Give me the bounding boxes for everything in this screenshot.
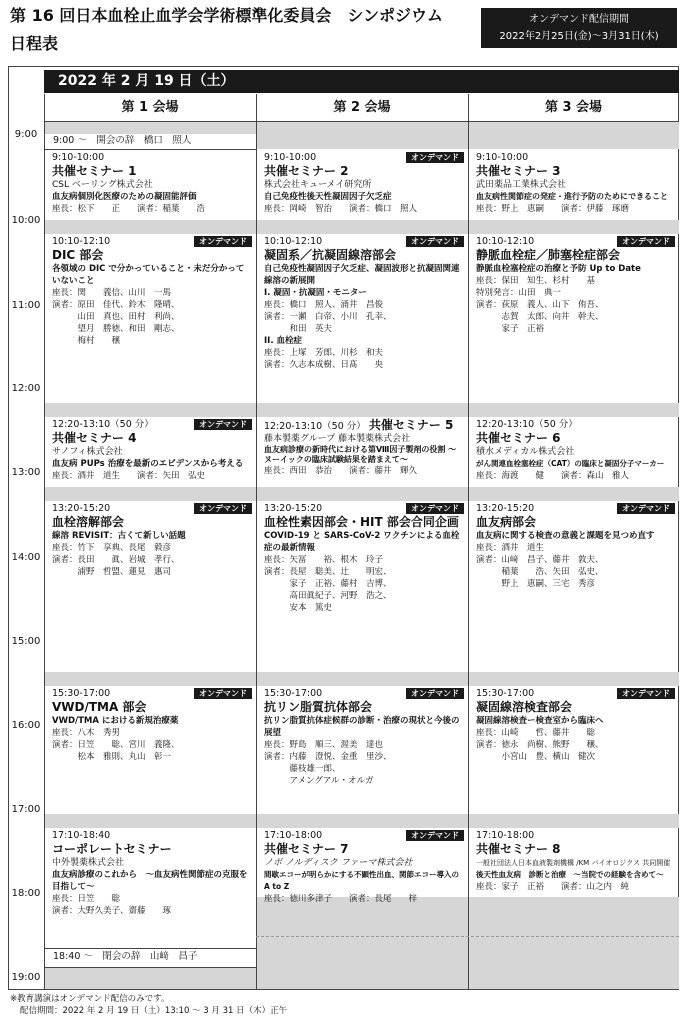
session-time: 10:10-12:10 (476, 236, 535, 247)
session-subtitle: 自己免疫性後天性凝固因子欠乏症 (264, 192, 392, 202)
ondemand-badge: オンデマンド (406, 236, 464, 247)
time-label: 14:00 (11, 552, 41, 563)
session-cell[interactable] (45, 501, 256, 672)
session-title: 共催セミナー 8 (476, 842, 561, 856)
session-title: 共催セミナー 3 (476, 164, 561, 178)
session-cell[interactable] (469, 234, 679, 403)
session-time: 17:10-18:00 (264, 830, 323, 841)
session-time: 13:20-15:20 (52, 503, 111, 514)
venue-1-header: 第 1 会場 (121, 100, 179, 115)
ondemand-badge: オンデマンド (617, 503, 675, 514)
session-title: 共催セミナー 2 (264, 164, 349, 178)
session-roles: 座長：八木 秀男 演者：日笠 聡、宮川 義隆、 松本 雅則、丸山 彰一 (52, 728, 180, 762)
ondemand-period: 2022年2月25日(金)〜3月31日(木) (499, 31, 659, 42)
session-time: 15:30-17:00 (52, 688, 111, 699)
session-roles: 座長：橋口 照人、涌井 昌俊 演者：一瀬 白帝、小川 孔幸、 和田 英夫 (264, 300, 392, 334)
session-time: 13:20-15:20 (476, 503, 535, 514)
session-title: VWD/TMA 部会 (52, 700, 147, 714)
session-cell[interactable] (45, 150, 256, 220)
time-label: 16:00 (11, 720, 41, 731)
session-company: 中外製薬株式会社 (52, 858, 125, 868)
session-company: 藤本製薬グループ 藤本製薬株式会社 (264, 434, 411, 444)
time-label: 19:00 (11, 972, 41, 983)
venue-3-header: 第 3 会場 (544, 100, 603, 115)
ondemand-badge: オンデマンド (194, 419, 252, 430)
session-subtitle: がん関連血栓塞栓症（CAT）の臨床と凝固分子マーカー (476, 459, 665, 468)
row-divider (44, 967, 256, 968)
session-cell[interactable] (469, 828, 679, 897)
ondemand-badge: オンデマンド (617, 236, 675, 247)
gap-row (44, 814, 679, 828)
session-roles: 座長：上塚 芳郎、川杉 和夫 演者：久志本成樹、日髙 央 (264, 348, 384, 370)
session-time: 13:20-15:20 (264, 503, 323, 514)
session-cell[interactable] (469, 686, 679, 814)
time-label: 18:00 (11, 888, 41, 899)
gap-row (44, 968, 256, 989)
session-part-heading: I. 凝固・抗凝固・モニター (264, 288, 367, 298)
time-label: 10:00 (11, 215, 41, 226)
time-label: 9:00 (14, 129, 38, 140)
venue-2-header: 第 2 会場 (333, 100, 391, 115)
date-bar: 2022 年 2 月 19 日（土） (44, 70, 679, 93)
ondemand-badge: オンデマンド (617, 688, 675, 699)
session-title: DIC 部会 (52, 248, 104, 262)
session-subtitle: 各領域の DIC で分かっていること・未だ分かっていないこと (52, 264, 245, 286)
session-title: 共催セミナー 5 (368, 418, 454, 432)
time-label: 12:00 (11, 383, 41, 394)
session-cell[interactable] (45, 234, 256, 403)
session-cell[interactable] (257, 417, 468, 487)
dashed-divider (256, 936, 679, 937)
session-subtitle: 後天性血友病 診断と治療 〜当院での経験を含めて〜 (476, 870, 664, 879)
session-title: 凝固線溶検査部会 (476, 700, 573, 714)
ondemand-badge: オンデマンド (406, 830, 464, 841)
session-roles: 座長：酒井 道生 演者：矢田 弘史 (52, 471, 206, 481)
session-subtitle: 線溶 REVISIT：古くて新しい話題 (52, 531, 186, 541)
session-company: 武田薬品工業株式会社 (476, 180, 567, 190)
session-title: コーポレートセミナー (52, 842, 172, 856)
session-time: 9:10-10:00 (476, 152, 529, 163)
session-time: 10:10-12:10 (52, 236, 111, 247)
ondemand-badge: オンデマンド (406, 152, 464, 163)
session-title: 共催セミナー 1 (52, 164, 137, 178)
gap-row (44, 487, 679, 501)
session-time-text: 12:20-13:10（50 分） (264, 421, 366, 432)
footer-note: ※教育講演はオンデマンド配信のみです。 (10, 994, 170, 1004)
gap-row (44, 122, 679, 134)
session-time: 12:20-13:10（50 分） (52, 419, 154, 430)
session-roles: 座長：日笠 聡 演者：大野久美子、齋藤 琢 (52, 894, 172, 916)
time-label: 13:00 (11, 467, 41, 478)
session-title: 共催セミナー 7 (264, 842, 349, 856)
footer-period: 配信期間：2022 年 2 月 19 日（土）13:10 〜 3 月 31 日（木）正午 (20, 1006, 288, 1016)
gap-row (44, 403, 679, 417)
session-cell[interactable] (257, 234, 468, 403)
session-company: 株式会社キューメイ研究所 (264, 180, 372, 190)
ondemand-period-box (481, 8, 677, 48)
session-time (264, 419, 464, 433)
session-title: 共催セミナー 6 (476, 431, 561, 445)
session-subtitle: 血友病性関節症の発症・進行予防のためにできること (476, 192, 668, 201)
session-time: 12:20-13:10（50 分） (476, 419, 578, 430)
session-subtitle: 抗リン脂質抗体症候群の診断・治療の現状と今後の展望 (264, 716, 460, 738)
page-title: 第 16 回日本血栓止血学会学術標準化委員会 シンポジウム (10, 6, 443, 25)
session-title: 血栓溶解部会 (52, 515, 125, 529)
gap-row (44, 220, 679, 234)
session-time: 9:10-10:00 (52, 152, 105, 163)
session-time: 15:30-17:00 (264, 688, 323, 699)
session-roles: 座長：徳川多津子 演者：長尾 梓 (264, 894, 418, 904)
ondemand-badge: オンデマンド (194, 688, 252, 699)
session-roles: 座長：酒井 道生 演者：山﨑 昌子、藤井 敦夫、 稲葉 浩、矢田 弘史、 野上 恵嗣、三宅 秀彦 (476, 543, 604, 589)
session-subtitle: 血友病個別化医療のための凝固能評価 (52, 192, 197, 202)
session-subtitle: 自己免疫性凝固因子欠乏症、凝固波形と抗凝固関連線溶の新展開 (264, 264, 460, 286)
session-roles: 座長：保田 知生、杉村 基 特別発言：山田 典一 演者：荻原 義人、山下 侑吾、 志賀 太郎、向井 幹夫、 家子 正裕 (476, 276, 604, 334)
session-subtitle: 間歇エコーが明らかにする不顕性出血、関節エコー導入の A to Z (264, 870, 459, 891)
session-time: 10:10-12:10 (264, 236, 323, 247)
session-company: サノフィ株式会社 (52, 447, 123, 457)
session-cell[interactable] (469, 150, 679, 220)
ondemand-label: オンデマンド配信期間 (529, 14, 629, 25)
session-roles: 座長：岡崎 智治 演者：橋口 照人 (264, 204, 418, 214)
session-cell[interactable] (469, 417, 679, 487)
session-roles: 座長：野島 順三、渥美 達也 演者：内藤 澄悦、金重 里沙、 藤枝雄一郎、 アメングアル・オルガ (264, 740, 392, 786)
session-time: 9:10-10:00 (264, 152, 317, 163)
ondemand-badge: オンデマンド (406, 503, 464, 514)
session-subtitle: 血友病 PUPs 治療を最新のエビデンスから考える (52, 459, 244, 469)
session-cell[interactable] (45, 686, 256, 814)
session-part-heading: II. 血栓症 (264, 336, 303, 346)
session-subtitle: 血友病診療の新時代における第Ⅷ因子製剤の役割 〜ヌーイックの臨床試験結果を踏まえて〜 (264, 445, 457, 464)
session-roles: 座長：関 義信、山川 一馬 演者：原田 佳代、鈴木 隆晴、 山田 真也、田村 利尚、 望月 勝徳、和田 剛志、 梅村 穣 (52, 288, 180, 346)
session-subtitle: 凝固線溶検査ー検査室から臨床へ (476, 716, 604, 726)
session-company: ノボ ノルディスク ファーマ株式会社 (264, 858, 413, 868)
gap-row (44, 672, 679, 686)
time-label: 11:00 (11, 300, 41, 311)
session-company: 積水メディカル株式会社 (476, 447, 575, 457)
ondemand-badge: オンデマンド (194, 503, 252, 514)
page-subtitle: 日程表 (10, 34, 59, 53)
session-cell[interactable] (45, 417, 256, 487)
session-time: 17:10-18:00 (476, 830, 535, 841)
session-cell[interactable] (469, 501, 679, 672)
session-roles: 座長：矢冨 裕、根木 玲子 演者：長屋 聡美、辻 明宏、 家子 正裕、藤村 吉博、 高田眞紀子、河野 浩之、 安本 篤史 (264, 555, 392, 613)
session-roles: 座長：野上 恵嗣 演者：伊藤 琢磨 (476, 204, 630, 214)
session-title: 凝固系／抗凝固線溶部会 (264, 248, 397, 262)
session-cell[interactable] (257, 828, 468, 904)
session-cell[interactable] (257, 501, 468, 672)
session-subtitle: 血友病に関する検査の意義と課題を見つめ直す (476, 531, 655, 541)
session-time: 15:30-17:00 (476, 688, 535, 699)
session-title: 抗リン脂質抗体部会 (264, 700, 373, 714)
session-roles: 座長：松下 正 演者：稲葉 浩 (52, 204, 206, 214)
session-subtitle: 静脈血栓塞栓症の治療と予防 Up to Date (476, 264, 641, 274)
session-company: 一般社団法人日本血液製剤機構 /KM バイオロジクス 共同開催 (476, 859, 671, 867)
opening-remarks: 9:00 〜 開会の辞 橋口 照人 (53, 135, 192, 146)
session-time: 17:10-18:40 (52, 830, 111, 841)
session-subtitle: VWD/TMA における新規治療薬 (52, 716, 179, 726)
session-title: 静脈血栓症／肺塞栓症部会 (476, 248, 621, 262)
time-label: 17:00 (11, 804, 41, 815)
row-divider (44, 948, 256, 949)
session-roles: 座長：家子 正裕 演者：山之内 純 (476, 882, 630, 892)
session-subtitle: COVID-19 と SARS-CoV-2 ワクチンによる血栓症の最新情報 (264, 531, 460, 553)
session-roles: 座長：海渡 健 演者：森山 雅人 (476, 471, 630, 481)
time-label: 15:00 (11, 636, 41, 647)
session-roles: 座長：西田 恭治 演者：藤井 輝久 (264, 466, 418, 476)
session-roles: 座長：山崎 哲、藤井 聡 演者：徳永 尚樹、熊野 穣、 小宮山 豊、横山 健次 (476, 728, 604, 762)
session-cell[interactable] (257, 686, 468, 814)
ondemand-badge: オンデマンド (194, 236, 252, 247)
closing-remarks: 18:40 〜 閉会の辞 山﨑 昌子 (53, 951, 198, 962)
session-roles: 座長：竹下 享典、長尾 毅彦 演者：長田 眞、岩城 孝行、 浦野 哲盟、蓮見 惠司 (52, 543, 180, 577)
ondemand-badge: オンデマンド (406, 688, 464, 699)
session-cell[interactable] (45, 828, 256, 948)
session-title: 血友病部会 (476, 515, 537, 529)
session-title: 血栓性素因部会・HIT 部会合同企画 (264, 515, 459, 529)
session-cell[interactable] (257, 150, 468, 220)
session-subtitle: 血友病診療のこれから 〜血友病性関節症の克服を目指して〜 (52, 870, 248, 892)
session-company: CSL ベーリング株式会社 (52, 180, 153, 190)
session-title: 共催セミナー 4 (52, 431, 137, 445)
